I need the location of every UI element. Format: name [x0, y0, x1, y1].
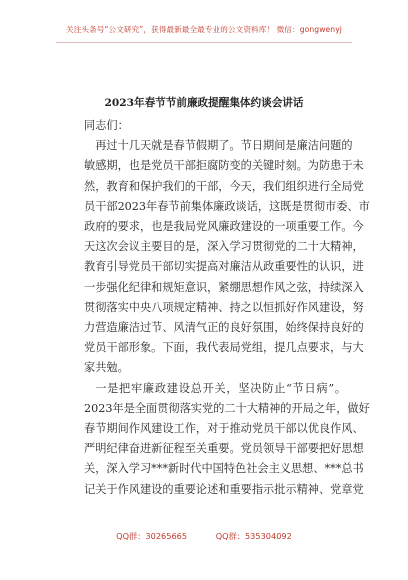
document-title: 2023年春节节前廉政提醒集体约谈会讲话: [104, 97, 304, 109]
body-line: 教育引导党员干部切实提高对廉洁从政重要性的认识，进: [84, 260, 364, 274]
body-line: 天这次会议主要目的是，深入学习贯彻党的二十大精神，: [84, 240, 364, 254]
body-line: 党员干部形象。下面，我代表局党组，提几点要求，与大: [84, 341, 364, 355]
body-line: 政府的要求，也是我局党风廉政建设的一项重要工作。今: [84, 220, 364, 234]
body-line: 敏感期，也是党员干部拒腐防变的关键时刻。为防患于未: [84, 159, 364, 173]
body-line: 2023年是全面贯彻落实党的二十大精神的开局之年，做好: [84, 401, 370, 415]
header-divider: [56, 42, 352, 43]
body-line: 严明纪律奋进新征程至关重要。党员领导干部要把好思想: [84, 442, 364, 456]
document-body: [84, 116, 370, 500]
footer-contacts: [0, 531, 408, 542]
body-line: 春节期间作风建设工作，对于推动党员干部以优良作风、: [84, 422, 364, 436]
body-line: 再过十几天就是春节假期了。节日期间是廉洁问题的: [95, 139, 353, 153]
body-line: 贯彻落实中央八项规定精神、持之以恒抓好作风建设，努: [84, 300, 364, 314]
salutation: 同志们：: [84, 119, 129, 132]
body-line: 力营造廉洁过节、风清气正的良好氛围，始终保持良好的: [84, 321, 364, 335]
body-line: 一步强化纪律和规矩意识，紧绷思想作风之弦，持续深入: [84, 280, 364, 294]
body-line: 员干部2023年春节前集体廉政谈话，这既是贯彻市委、市: [84, 199, 370, 213]
body-line: 关，深入学习***新时代中国特色社会主义思想、***总书: [84, 462, 364, 476]
body-line: 记关于作风建设的重要论述和重要指示批示精神、党章党: [84, 482, 364, 496]
body-line: 家共勉。: [84, 361, 129, 375]
body-line: 一是把牢廉政建设总开关，坚决防止“节日病”。: [95, 381, 346, 395]
body-line: 然，教育和保护我们的干部，今天，我们组织进行全局党: [84, 179, 364, 193]
header-banner: 关注头条号“公文研究”，获得最新最全最专业的公文资料库！ 微信：gongwenyj: [66, 25, 342, 34]
footer-qq-group-1: QQ群：30265665: [116, 531, 188, 541]
footer-qq-group-2: QQ群：535304092: [215, 531, 292, 541]
